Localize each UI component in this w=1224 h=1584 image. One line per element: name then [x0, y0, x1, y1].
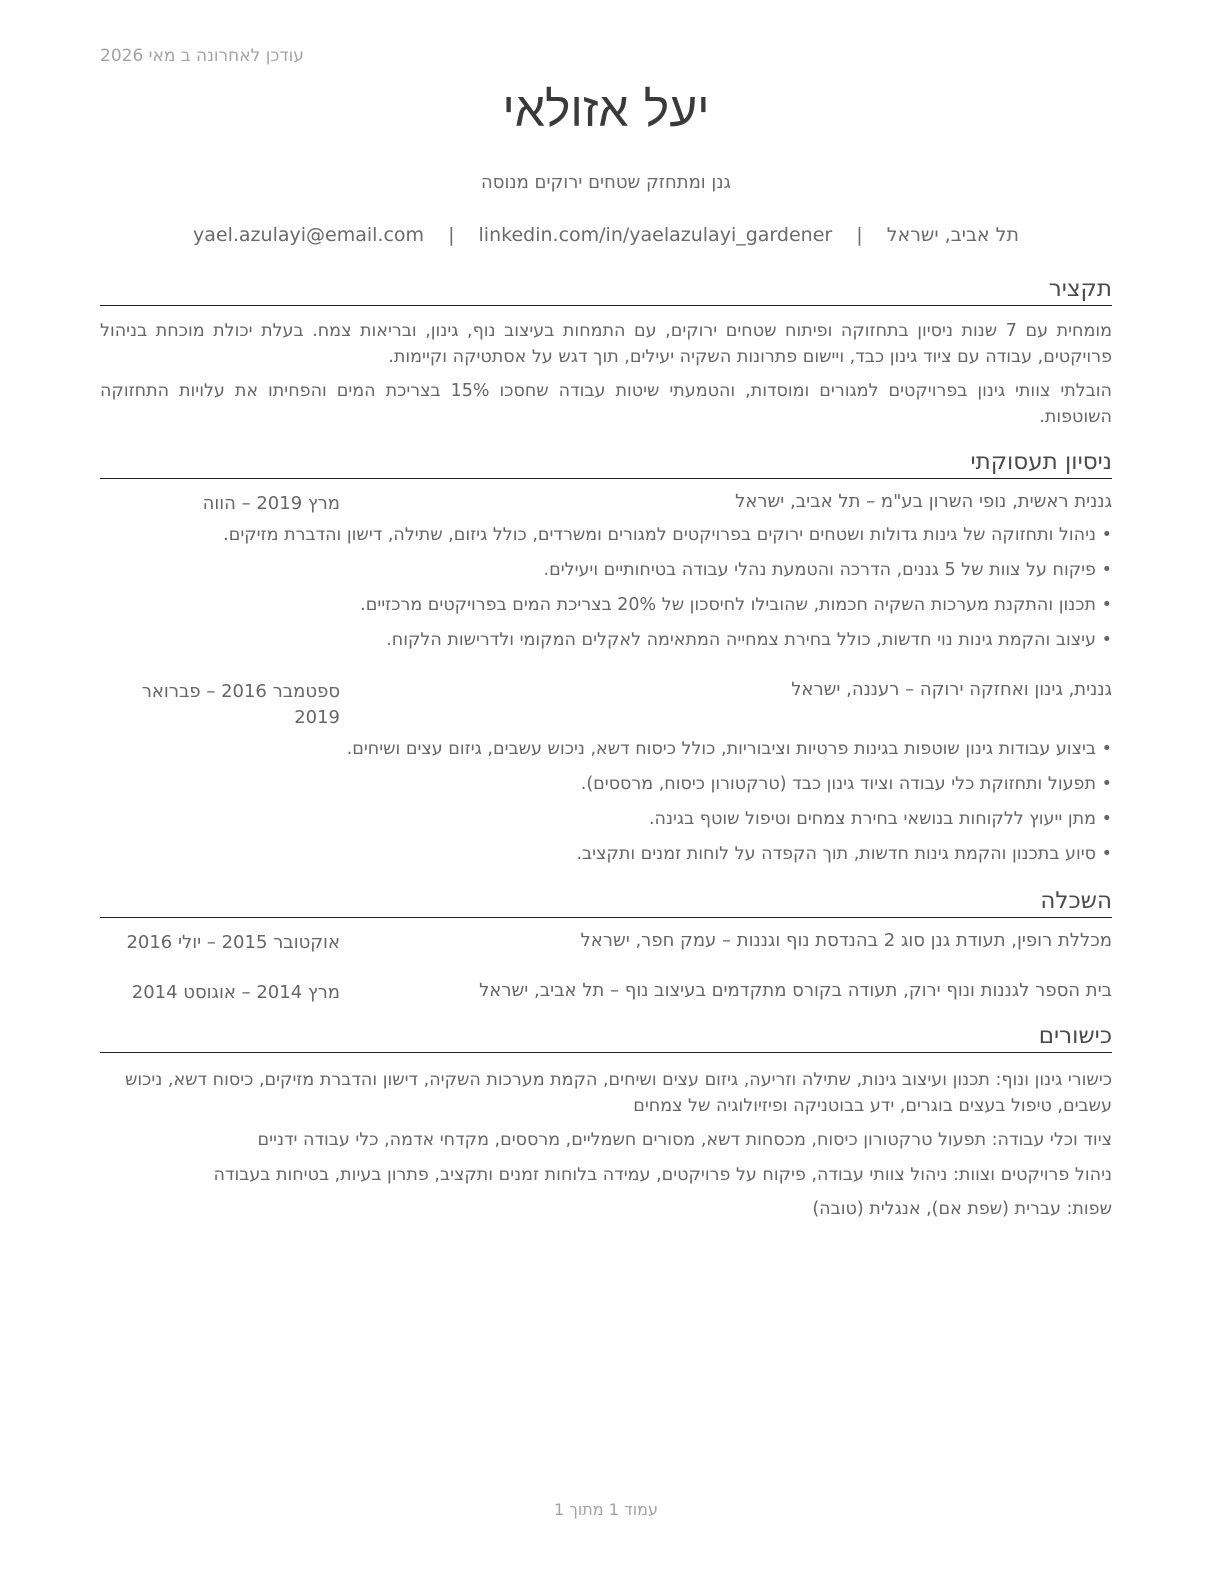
contact-line: [100, 224, 1112, 246]
list-item: • סיוע בתכנון והקמת גינות חדשות, תוך הקפדה על לוחות זמנים ותקציב.: [100, 841, 1112, 876]
section-heading-skills: כישורים: [100, 1022, 1112, 1053]
job-bullets: [100, 522, 1112, 662]
contact-location: תל אביב, ישראל: [886, 224, 1019, 246]
list-item: • פיקוח על צוות של 5 גננים, הדרכה והטמעת נהלי עבודה בטיחותיים ויעילים.: [100, 557, 1112, 592]
resume-page: [100, 0, 1112, 1584]
list-item: • עיצוב והקמת גינות נוי חדשות, כולל בחירת צמחייה המתאימה לאקלים המקומי ולדרישות הלקוח.: [100, 627, 1112, 662]
education-dates: אוקטובר 2015 – יולי 2016: [126, 932, 340, 953]
job-dates: ספטמבר 2016 – פברואר 2019: [141, 681, 340, 728]
skill-line: שפות: עברית (שפת אם), אנגלית (טובה): [812, 1199, 1112, 1219]
education-dates: מרץ 2014 – אוגוסט 2014: [131, 982, 340, 1003]
job-dates: מרץ 2019 – הווה: [202, 493, 340, 514]
education-title: בית הספר לגננות ונוף ירוק, תעודה בקורס מתקדמים בעיצוב נוף – תל אביב, ישראל: [479, 980, 1112, 1001]
job-title: גננית, גינון ואחזקה ירוקה – רעננה, ישראל: [791, 679, 1112, 700]
section-heading-summary: תקציר: [100, 275, 1112, 306]
last-updated: עודכן לאחרונה ב מאי 2026: [100, 46, 304, 66]
contact-email[interactable]: yael.azulayi@email.com: [193, 224, 425, 246]
list-item: • ניהול ותחזוקה של גינות גדולות ושטחים ירוקים בפרויקטים למגורים ומשרדים, כולל גיזום, שתילה, דישון והדברת מזיקים.: [100, 522, 1112, 557]
page-title: יעל אזולאי: [502, 82, 710, 138]
contact-linkedin[interactable]: linkedin.com/in/yaelazulayi_gardener: [478, 224, 833, 246]
job-title: גננית ראשית, נופי השרון בע"מ – תל אביב, ישראל: [735, 491, 1112, 512]
list-item: • מתן ייעוץ ללקוחות בנושאי בחירת צמחים וטיפול שוטף בגינה.: [100, 806, 1112, 841]
job-subtitle: גנן ומתחזק שטחים ירוקים מנוסה: [481, 172, 731, 193]
list-item: • ביצוע עבודות גינון שוטפות בגינות פרטיות וציבוריות, כולל כיסוח דשא, ניכוש עשבים, גיזום עצים ושיחים.: [100, 736, 1112, 771]
summary-paragraph: מומחית עם 7 שנות ניסיון בתחזוקה ופיתוח שטחים ירוקים, עם התמחות בעיצוב נוף, גינון, ובריאות צמח. בעלת יכולת מוכחת בניהול פרויקטים, עבודה עם ציוד גינון כבד, ויישום פתרונות השקיה יעילים, תוך דגש על אסתטיקה וקיימות.: [100, 321, 1112, 367]
list-item: • תכנון והתקנת מערכות השקיה חכמות, שהובילו לחיסכון של 20% בצריכת המים בפרויקטים מרכזיים.: [100, 592, 1112, 627]
list-item: • תפעול ותחזוקת כלי עבודה וציוד גינון כבד (טרקטורון כיסוח, מרססים).: [100, 771, 1112, 806]
skill-line: ציוד וכלי עבודה: תפעול טרקטורון כיסוח, מכסחות דשא, מסורים חשמליים, מרססים, מקדחי אדמה, כלי עבודה ידניים: [257, 1130, 1112, 1150]
education-title: מכללת רופין, תעודת גנן סוג 2 בהנדסת נוף וגננות – עמק חפר, ישראל: [580, 930, 1112, 951]
page-number: עמוד 1 מתוך 1: [554, 1500, 658, 1519]
section-heading-education: השכלה: [100, 887, 1112, 918]
contact-separator: |: [856, 224, 863, 246]
skill-line: ניהול פרויקטים וצוות: ניהול צוותי עבודה, פיקוח על פרויקטים, עמידה בלוחות זמנים ותקציב, פתרון בעיות, בטיחות בעבודה: [213, 1165, 1112, 1185]
skill-line: כישורי גינון ונוף: תכנון ועיצוב גינות, שתילה וזריעה, גיזום עצים ושיחים, הקמת מערכות השקיה, דישון והדברת מזיקים, כיסוח דשא, ניכוש עשבים, טיפול בעצים בוגרים, ידע בבוטניקה ופיזיולוגיה של צמחים: [124, 1070, 1112, 1116]
contact-separator: |: [448, 224, 455, 246]
job-bullets: [100, 736, 1112, 876]
section-heading-experience: ניסיון תעסוקתי: [100, 448, 1112, 479]
summary-paragraph: הובלתי צוותי גינון בפרויקטים למגורים ומוסדות, והטמעתי שיטות עבודה שחסכו 15% בצריכת המים והפחיתו את עלויות התחזוקה השוטפות.: [100, 381, 1112, 427]
